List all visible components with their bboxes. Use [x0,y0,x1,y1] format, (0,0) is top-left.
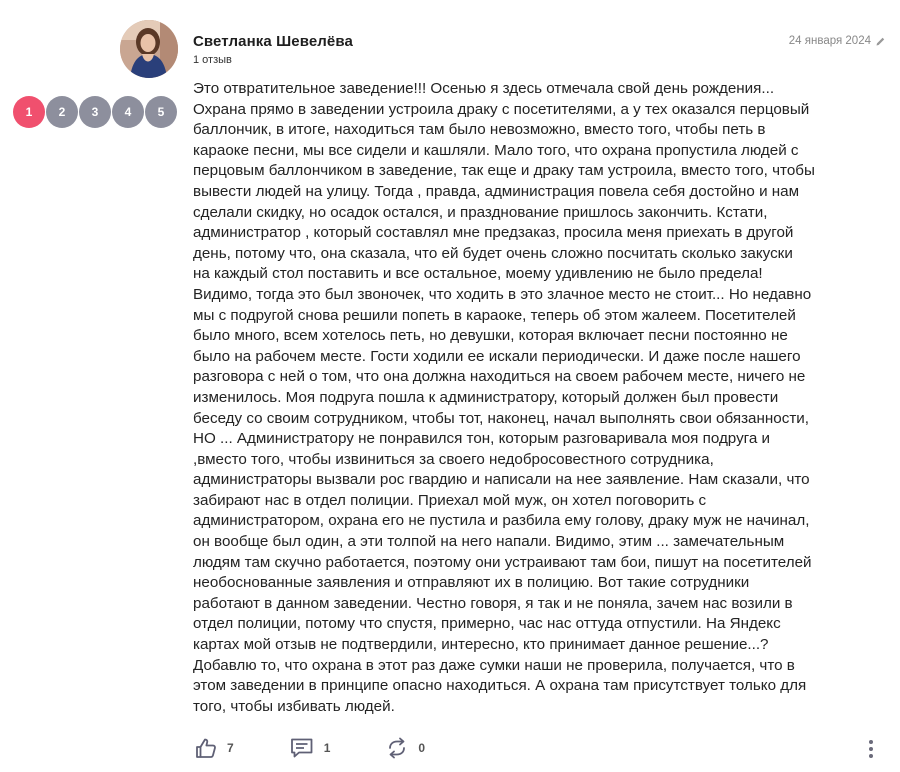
review-line: забирают нас в отдел полиции. Приехал мой муж, он хотел поговорить с [193,491,707,509]
rating-dot-2: 2 [46,96,78,128]
more-vertical-icon [868,739,874,759]
review-line: сделали скидку, но осадок остался, и празднование пришлось закончить. Кстати, [193,203,768,221]
review-line: баллончик, в итоге, находиться там было невозможно, вместо того, чтобы петь в [193,121,766,139]
review-line: изменилось. Моя подруга пошла к администратору, который должен был провести [193,388,779,406]
comment-icon [290,737,314,759]
review-line: отдел полиции, потому что спустя, примерно, час нас оттуда отпустили. На Яндекс [193,615,781,633]
review-line: необоснованные заявления и отправляют их в полицию. Вот такие сотрудники [193,574,750,592]
review-line: этом заведении в принципе опасно находиться. А охрана там присутствует только для [193,677,807,695]
comment-button[interactable] [290,737,331,759]
review-line: было много, всем хотелось петь, но девушки, которая включает песни постоянно не [193,327,788,345]
review-line: было на рабочем месте. Гости ходили ее искали периодически. И даже после нашего [193,347,801,365]
rating-scale [13,96,177,128]
review-line: на каждый стол поставить и все остальное, моему удивлению не было предела! [193,265,763,283]
comment-count: 1 [323,741,331,755]
review-line: вывести людей на улицу. Тогда , правда, администрация повела себя достойно и нам [193,182,800,200]
review-line: перцовым баллончиком в заведение, так еще и драку там устроила, вместо того, чтобы [193,162,815,180]
author-name[interactable]: Светланка Шевелёва [193,33,353,50]
rating-dot-1: 1 [13,96,45,128]
rating-dot-4: 4 [112,96,144,128]
repost-button[interactable] [386,737,425,759]
author-review-count: 1 отзыв [193,54,232,66]
review-line: картах мой отзыв не подтвердили, интересно, кто принимает данное решение...? [193,636,769,654]
review-line: администратором, охрана его не пустила и разбила ему голову, драку муж не начинал, [193,512,810,530]
thumbs-up-icon [195,737,217,759]
review-line: людям там скучно работается, поэтому они устраивают там бои, пишут на посетителей [193,553,812,571]
review-text [193,79,873,717]
review-line: администратор , который составлял мне предзаказ, просила меня приехать в другой [193,224,794,242]
repost-icon [386,737,408,759]
review-date [789,35,886,47]
edited-pencil-icon [875,36,886,47]
review-date-text: 24 января 2024 [788,35,871,47]
rating-dot-3: 3 [79,96,111,128]
more-options-button[interactable] [868,739,874,759]
review-line: Это отвратительное заведение!!! Осенью я здесь отмечала свой день рождения... [193,80,775,97]
review-line: того, чтобы избивать людей. [193,697,395,715]
review-line: ,вместо того, чтобы извиниться за своего недобросовестного сотрудника, [193,450,714,468]
rating-dot-5: 5 [145,96,177,128]
like-count: 7 [227,741,234,755]
review-actions [193,737,425,759]
user-photo-icon [120,20,178,78]
review-line: Видимо, тогда это был звоночек, что ходить в это злачное место не стоит... Но недавно [193,285,812,303]
review-line: он вообще был один, а эти толпой на него напали. Видимо, этим ... замечательным [193,533,785,551]
review-line: мы с подругой снова решили попеть в караоке, теперь об этом жалеем. Посетителей [193,306,796,324]
author-avatar[interactable] [120,20,178,78]
review-line: день, потому что, она сказала, что ей будет очень сложно посчитать сколько закуски [193,244,793,262]
review-line: администраторы вызвали рос гвардию и написали на нее заявление. Нам сказали, что [193,471,810,489]
review-line: работают в данном заведении. Честно говоря, я так и не поняла, зачем нас возили в [193,594,793,612]
review-line: Охрана прямо в заведении устроила драку с посетителями, а у тех оказался перцовый [193,100,810,118]
review-line: НО ... Администратору не понравился тон, которым разговаривала моя подруга и [193,430,771,448]
review-line: караоке песни, мы все сидели и кашляли. Мало того, что охрана пропустила людей с [193,141,799,159]
repost-count: 0 [418,741,426,755]
review-line: Добавлю то, что охрана в этот раз даже сумки наши не проверила, получается, что в [193,656,795,674]
review-line: разговора с ней о том, что она должна находиться на своем рабочем месте, ничего не [193,368,806,386]
review-line: беседу со своим сотрудником, чтобы тот, наконец, начал выполнять свои обязанности, [193,409,809,427]
like-button[interactable] [195,737,234,759]
